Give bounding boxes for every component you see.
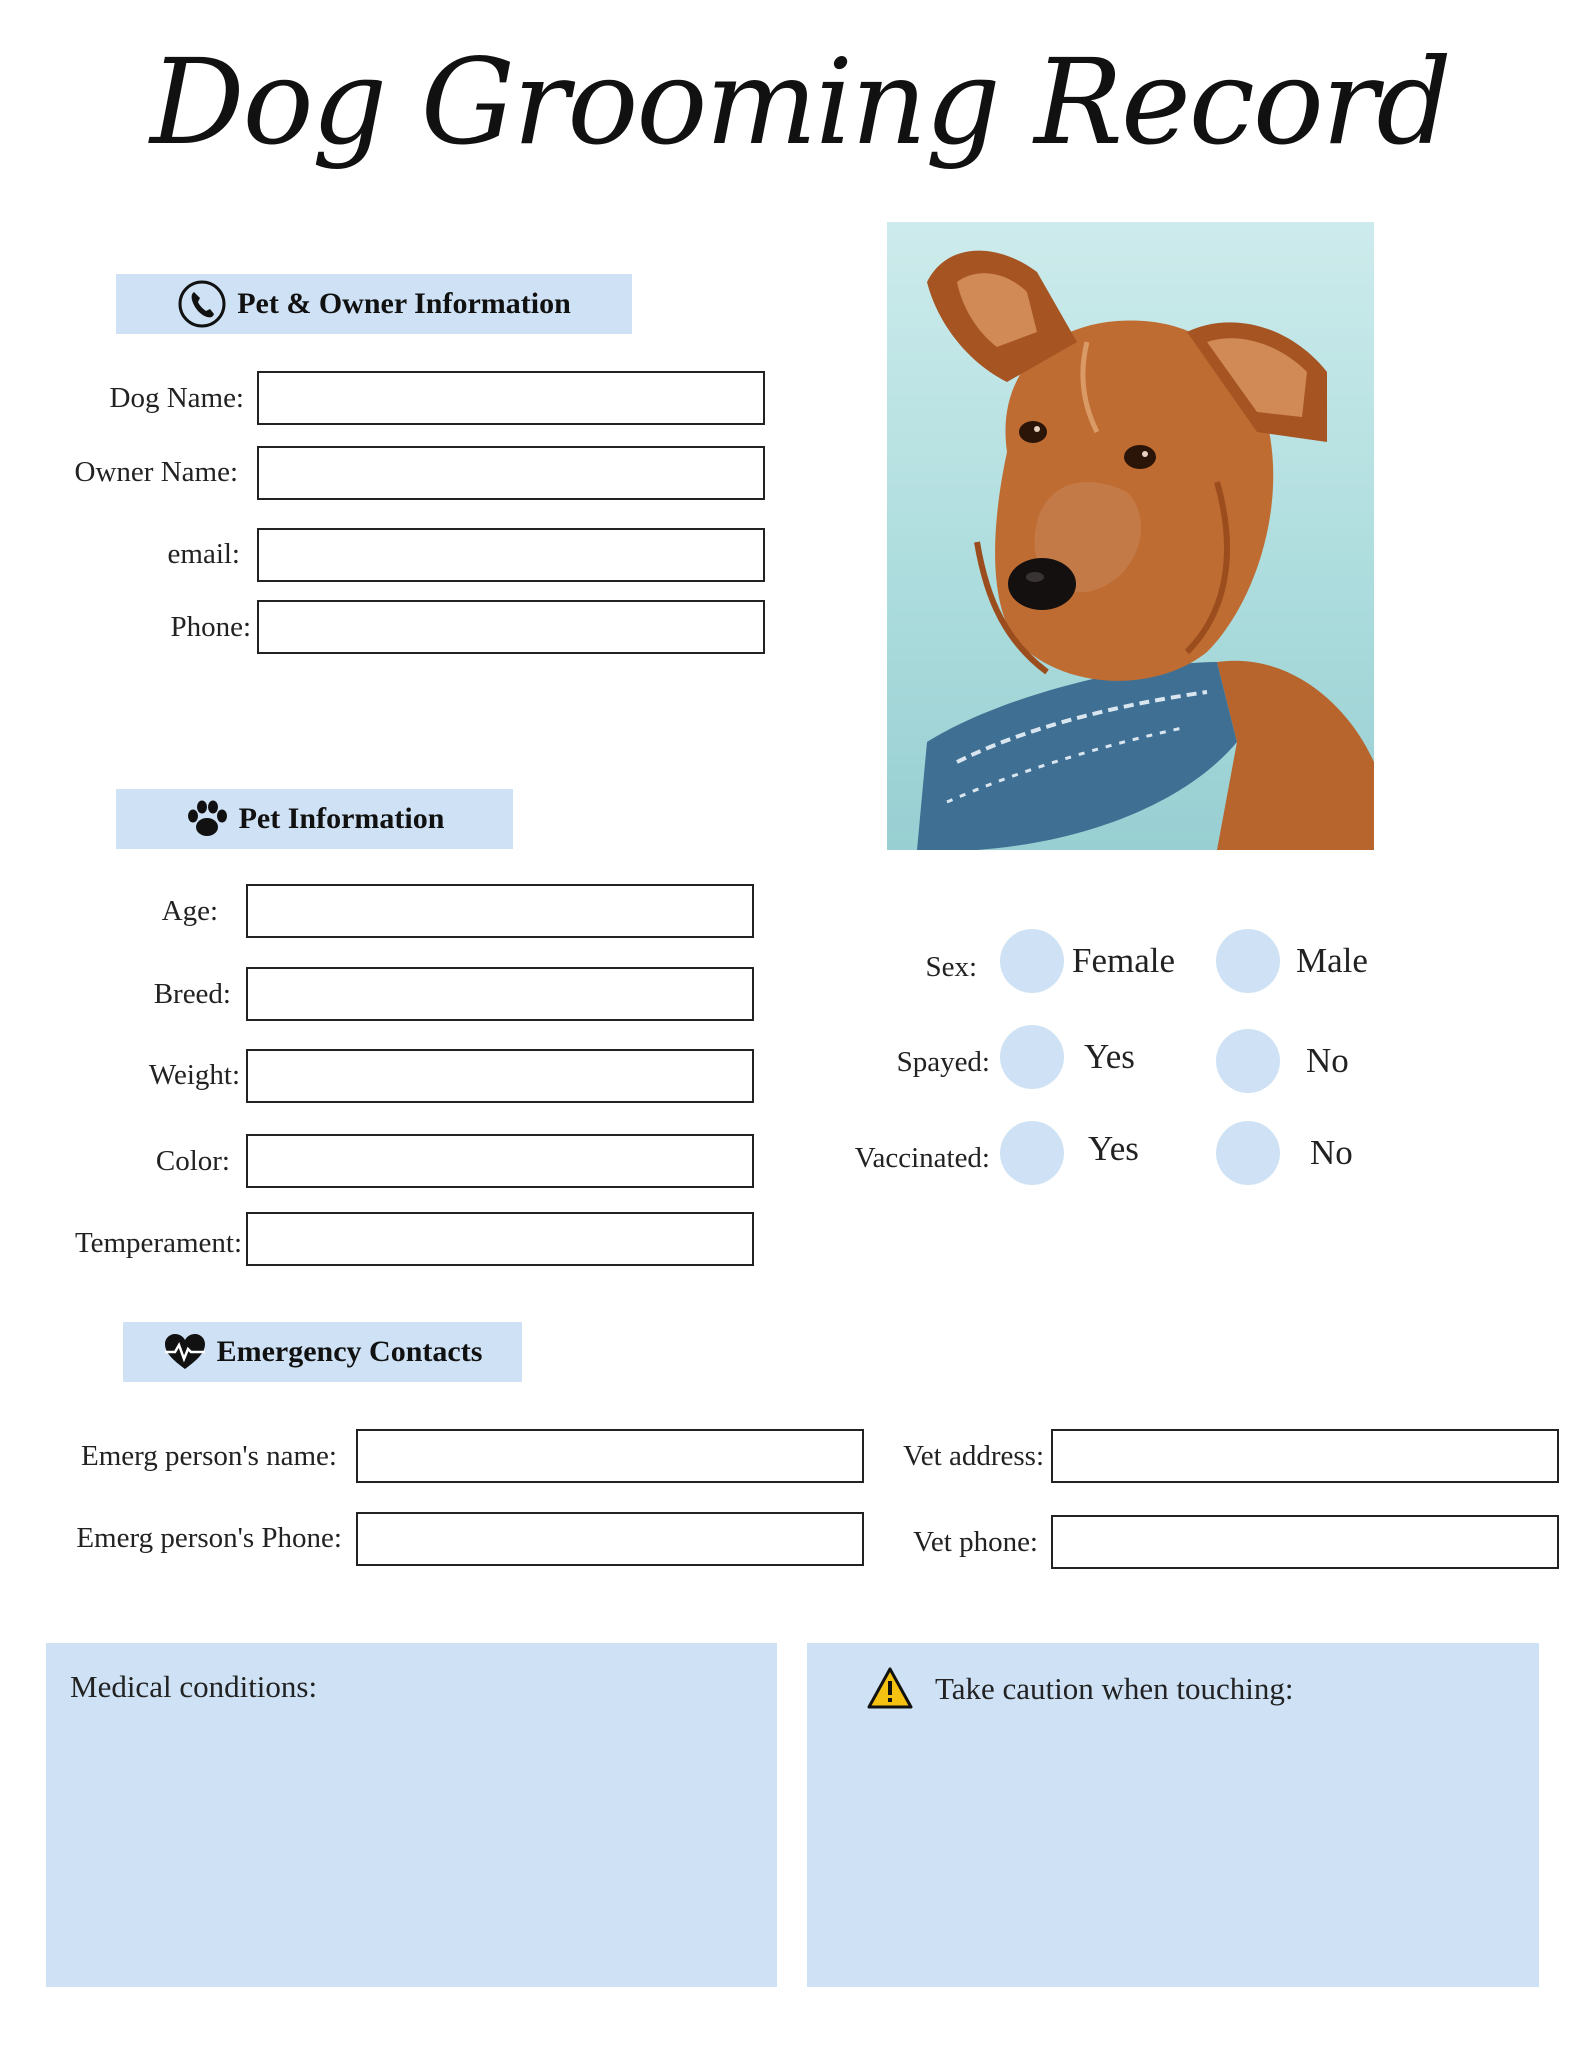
owner-name-label: Owner Name: bbox=[74, 456, 238, 488]
emerg-name-input[interactable] bbox=[356, 1429, 864, 1483]
section-heading: Pet & Owner Information bbox=[237, 287, 571, 320]
age-label: Age: bbox=[161, 895, 218, 927]
heartbeat-icon bbox=[163, 1333, 207, 1371]
vaccinated-yes-radio[interactable] bbox=[1000, 1121, 1064, 1185]
section-banner-emergency bbox=[123, 1322, 522, 1382]
spayed-yes-radio[interactable] bbox=[1000, 1025, 1064, 1089]
age-input[interactable] bbox=[246, 884, 754, 938]
breed-input[interactable] bbox=[246, 967, 754, 1021]
warning-icon bbox=[867, 1667, 913, 1713]
section-banner-pet-owner bbox=[116, 274, 632, 334]
spayed-no-label: No bbox=[1306, 1041, 1349, 1080]
temperament-label: Temperament: bbox=[74, 1227, 242, 1259]
paw-icon bbox=[185, 799, 229, 839]
phone-icon bbox=[177, 279, 227, 329]
section-banner-pet-info bbox=[116, 789, 513, 849]
sex-female-label: Female bbox=[1072, 941, 1176, 980]
breed-label: Breed: bbox=[153, 978, 231, 1010]
weight-label: Weight: bbox=[148, 1059, 240, 1091]
medical-conditions-input[interactable] bbox=[70, 1723, 754, 1967]
phone-input[interactable] bbox=[257, 600, 765, 654]
caution-label: Take caution when touching: bbox=[935, 1671, 1294, 1706]
vet-address-input[interactable] bbox=[1051, 1429, 1559, 1483]
spayed-label: Spayed: bbox=[896, 1046, 990, 1078]
page-title: Dog Grooming Record bbox=[150, 33, 1450, 171]
dog-photo bbox=[887, 222, 1374, 850]
spayed-no-radio[interactable] bbox=[1216, 1029, 1280, 1093]
section-heading: Emergency Contacts bbox=[216, 1335, 483, 1368]
sex-female-radio[interactable] bbox=[1000, 929, 1064, 993]
emerg-name-label: Emerg person's name: bbox=[81, 1440, 337, 1472]
medical-conditions-box bbox=[46, 1643, 777, 1987]
sex-male-label: Male bbox=[1296, 941, 1368, 980]
email-input[interactable] bbox=[257, 528, 765, 582]
vet-phone-label: Vet phone: bbox=[913, 1526, 1038, 1558]
email-label: email: bbox=[167, 538, 240, 570]
spayed-yes-label: Yes bbox=[1084, 1037, 1135, 1076]
vaccinated-no-radio[interactable] bbox=[1216, 1121, 1280, 1185]
vaccinated-yes-label: Yes bbox=[1088, 1129, 1139, 1168]
emerg-phone-label: Emerg person's Phone: bbox=[76, 1522, 342, 1554]
medical-conditions-label: Medical conditions: bbox=[70, 1669, 318, 1704]
phone-label: Phone: bbox=[170, 611, 251, 643]
vaccinated-label: Vaccinated: bbox=[854, 1142, 990, 1174]
dog-name-input[interactable] bbox=[257, 371, 765, 425]
vaccinated-no-label: No bbox=[1310, 1133, 1353, 1172]
section-heading: Pet Information bbox=[238, 802, 445, 835]
sex-male-radio[interactable] bbox=[1216, 929, 1280, 993]
dog-name-label: Dog Name: bbox=[109, 382, 244, 414]
vet-address-label: Vet address: bbox=[903, 1440, 1044, 1472]
temperament-input[interactable] bbox=[246, 1212, 754, 1266]
caution-box bbox=[807, 1643, 1539, 1987]
emerg-phone-input[interactable] bbox=[356, 1512, 864, 1566]
sex-label: Sex: bbox=[925, 951, 977, 983]
owner-name-input[interactable] bbox=[257, 446, 765, 500]
weight-input[interactable] bbox=[246, 1049, 754, 1103]
color-label: Color: bbox=[155, 1145, 230, 1177]
vet-phone-input[interactable] bbox=[1051, 1515, 1559, 1569]
color-input[interactable] bbox=[246, 1134, 754, 1188]
caution-input[interactable] bbox=[831, 1727, 1515, 1967]
